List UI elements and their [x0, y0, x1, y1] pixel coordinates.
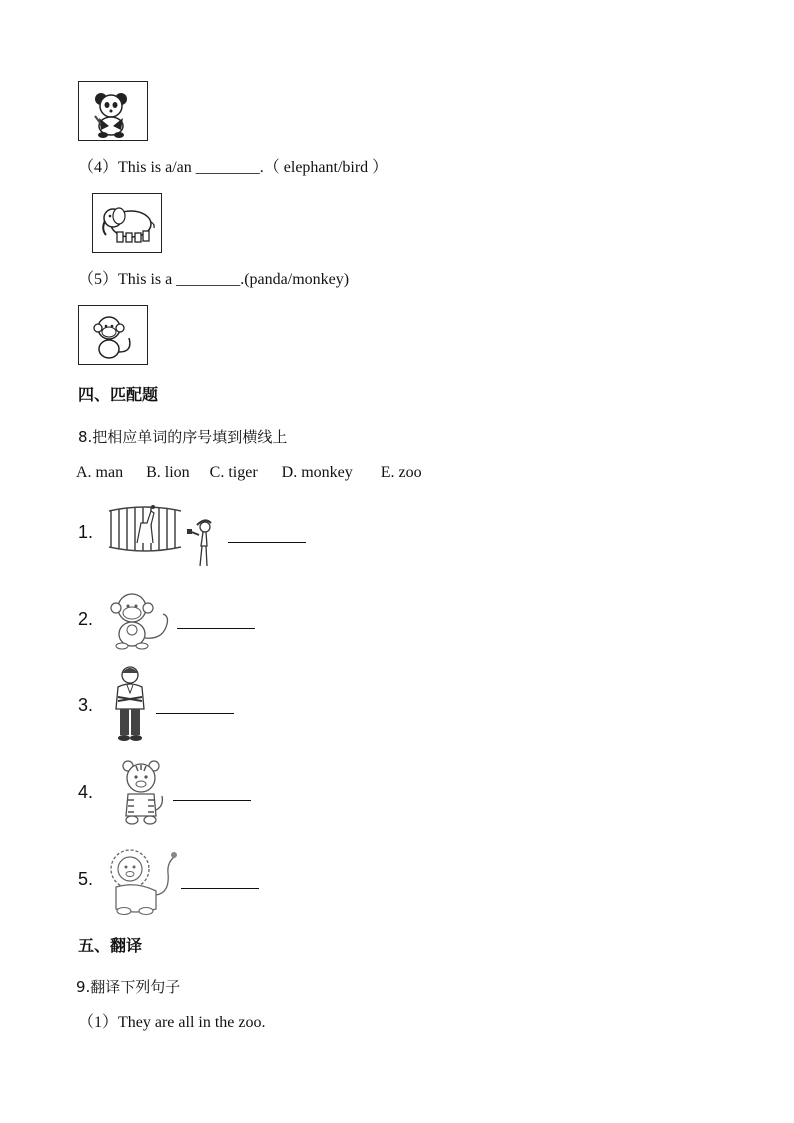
item-3-answer-blank[interactable]	[156, 713, 234, 714]
lion-icon	[106, 845, 178, 917]
item-2-answer-blank[interactable]	[177, 628, 255, 629]
man-icon	[110, 663, 150, 743]
monkey-drawing-icon	[104, 588, 172, 650]
elephant-picture	[92, 193, 162, 253]
q5-text: （5）This is a ________.(panda/monkey)	[78, 271, 350, 288]
q9-1-text: （1）They are all in the zoo.	[78, 1014, 266, 1031]
item-1-picture	[105, 497, 227, 571]
tiger-icon	[118, 758, 166, 828]
option-e: E. zoo	[380, 464, 422, 481]
section-4-heading: 四、匹配题	[78, 385, 159, 404]
monkey-icon	[79, 306, 147, 364]
option-c: C. tiger	[209, 464, 258, 481]
item-5-number: 5.	[78, 869, 94, 889]
panda-picture	[78, 81, 148, 141]
q9-prompt: 9.翻译下列句子	[76, 978, 181, 996]
option-a: A. man	[76, 464, 124, 481]
item-5-answer-blank[interactable]	[181, 888, 259, 889]
option-b: B. lion	[146, 464, 190, 481]
item-4-picture	[118, 758, 166, 828]
zoo-icon	[105, 497, 227, 571]
options-row	[76, 463, 422, 483]
item-4-answer-blank[interactable]	[173, 800, 251, 801]
item-1-number: 1.	[78, 522, 94, 542]
item-2-number: 2.	[78, 609, 94, 629]
item-4-number: 4.	[78, 782, 94, 802]
q4-text: （4）This is a/an ________.（ elephant/bird ）	[78, 159, 389, 176]
item-2-picture	[104, 588, 172, 650]
option-d: D. monkey	[281, 464, 353, 481]
monkey-picture	[78, 305, 148, 365]
item-3-picture	[110, 663, 150, 743]
section-5-heading: 五、翻译	[78, 936, 143, 955]
item-1-answer-blank[interactable]	[228, 542, 306, 543]
item-5-picture	[106, 845, 178, 917]
item-3-number: 3.	[78, 695, 94, 715]
q8-prompt: 8.把相应单词的序号填到横线上	[78, 428, 288, 446]
elephant-icon	[93, 194, 161, 252]
panda-icon	[79, 82, 147, 140]
